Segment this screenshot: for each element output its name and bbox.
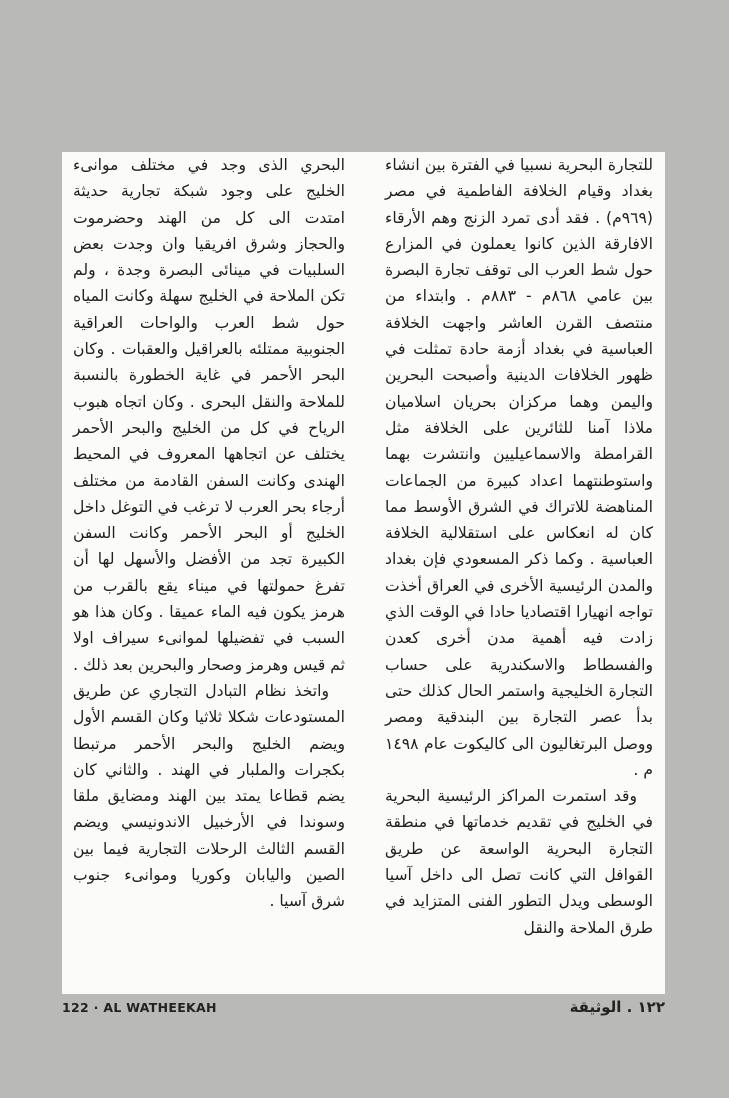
- paragraph: البحري الذى وجد في مختلف موانىء الخليج على وجود شبكة تجارية حديثة امتدت الى كل من الهند وحضرموت والحجاز وشرق افريقيا وان وجدت بعض السلبيات في مينائى البصرة وجدة ، ولم تكن الملاحة في الخليج سهلة وكانت المياه حول شط العرب والواحات العراقية الجنوبية ممتلئه بالعراقيل والعقبات . وكان البحر الأحمر في غاية الخطورة بالنسبة للملاحة والنقل البحرى . وكان اتجاه هبوب الرياح في كل من الخليج والبحر الأحمر يختلف عن اتجاهها المعروف في المحيط الهندى وكانت السفن القادمة من مختلف أرجاء بحر العرب لا ترغب في التوغل داخل الخليج أو البحر الأحمر وكانت السفن الكبيرة تجد من الأفضل والأسهل لها أن تفرغ حمولتها في ميناء يقع بالقرب من هرمز يكون فيه الماء عميقا . وكان هذا هو السبب في تفضيلها لموانىء سيراف اولا ثم قيس وهرمز وصحار والبحرين بعد ذلك .: [73, 156, 345, 674]
- folio-arabic: ١٢٢ . الوثيقة: [569, 998, 665, 1016]
- paragraph: وقد استمرت المراكز الرئيسية البحرية في الخليج في تقديم خدماتها في منطقة التجارة البحرية الواسعة عن طريق القوافل التي كانت تصل الى داخل آسيا الوسطى ويدل التطور الفنى المتزايد في طرق الملاحة والنقل: [385, 787, 653, 937]
- article-column-right: [385, 152, 653, 982]
- article-column-left: [73, 152, 345, 982]
- page-footer: [62, 998, 665, 1020]
- paragraph: للتجارة البحرية نسبيا في الفترة بين انشاء بغداد وقيام الخلافة الفاطمية في مصر (٩٦٩م) . فقد أدى تمرد الزنج وهم الأرقاء الافارقة الذين كانوا يعملون في المزارع حول شط العرب الى توقف تجارة البصرة بين عامي ٨٦٨م - ٨٨٣م . وابتداء من منتصف القرن العاشر واجهت الخلافة العباسية في بغداد أزمة حادة تمثلت في ظهور الخلافات الدينية وأصبحت البحرين واليمن وهما مركزان بحريان اسلاميان ملاذا آمنا للثائرين على الخلافة مثل القرامطة والاسماعيليين وانتشرت بهما واستوطنتهما اعداد كبيرة من الجماعات المناهضة للاتراك في الشرق الأوسط مما كان له انعكاس على استقلالية الخلافة العباسية . وكما ذكر المسعودي فإن بغداد والمدن الرئيسية الأخرى في العراق أخذت تواجه انهيارا اقتصاديا حادا في الوقت الذي زادت فيه أهمية مدن أخرى كعدن والفسطاط والاسكندرية على حساب التجارة الخليجية واستمر الحال كذلك حتى بدأ عصر التجارة بين البندقية ومصر ووصل البرتغاليون الى كاليكوت عام ١٤٩٨ م .: [385, 156, 653, 779]
- folio-english: 122 · AL WATHEEKAH: [62, 1000, 217, 1015]
- paragraph: واتخذ نظام التبادل التجاري عن طريق المستودعات شكلا ثلاثيا وكان القسم الأول ويضم الخليج والبحر الأحمر مرتبطا بكجرات والملبار في الهند . والثاني كان يضم قطاعا يمتد بين الهند ومضايق ملقا وسوندا في الأرخبيل الاندونيسي ويضم القسم الثالث الرحلات التجارية فيما بين الصين واليابان وكوريا وموانىء جنوب شرق آسيا .: [73, 681, 345, 911]
